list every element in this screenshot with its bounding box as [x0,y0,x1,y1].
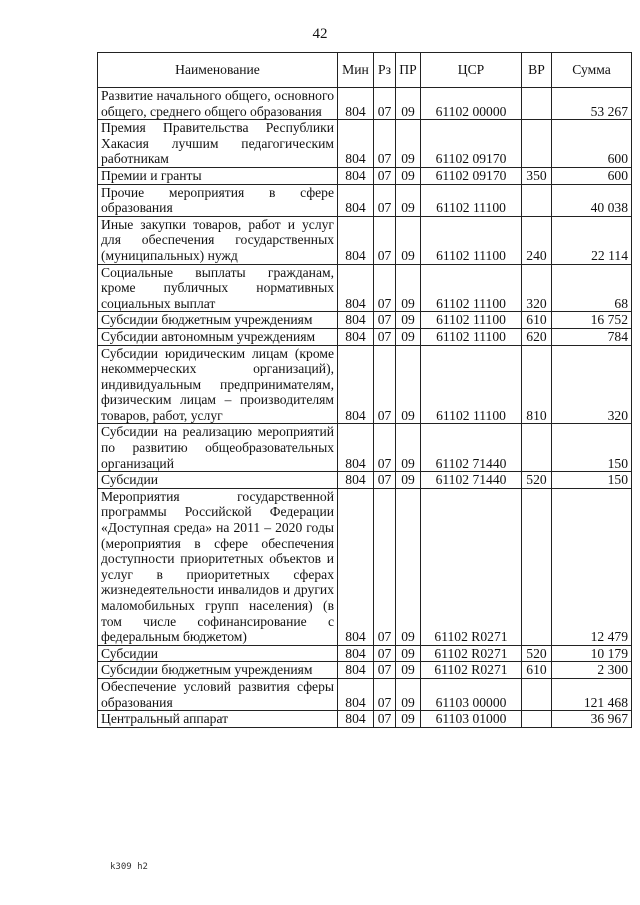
cell-sum: 16 752 [552,312,632,329]
cell-pr: 09 [396,488,421,645]
cell-sum: 40 038 [552,184,632,216]
cell-rz: 07 [374,345,396,424]
cell-rz: 07 [374,711,396,728]
header-rz: Рз [374,53,396,88]
table-row [98,345,632,424]
table-row [98,216,632,264]
cell-vr [522,88,552,120]
cell-name: Социальные выплаты гражданам, кроме публичных нормативных социальных выплат [98,264,338,312]
cell-name: Иные закупки товаров, работ и услуг для обеспечения государственных (муниципальных) нужд [98,216,338,264]
cell-name: Субсидии юридическим лицам (кроме некоммерческих организаций), индивидуальным предпринимателям, физическим лицам – производителям товаров, работ, услуг [98,345,338,424]
cell-min: 804 [338,645,374,662]
cell-sum: 121 468 [552,678,632,710]
cell-csr: 61102 11100 [421,312,522,329]
cell-min: 804 [338,328,374,345]
cell-csr: 61102 09170 [421,167,522,184]
cell-vr: 620 [522,328,552,345]
cell-name: Субсидии на реализацию мероприятий по развитию общеобразовательных организаций [98,424,338,472]
cell-rz: 07 [374,88,396,120]
cell-sum: 53 267 [552,88,632,120]
cell-pr: 09 [396,472,421,489]
cell-name: Премия Правительства Республики Хакасия лучшим педагогическим работникам [98,120,338,168]
cell-csr: 61102 11100 [421,345,522,424]
cell-rz: 07 [374,472,396,489]
table-row [98,488,632,645]
cell-sum: 600 [552,167,632,184]
cell-vr [522,488,552,645]
cell-rz: 07 [374,216,396,264]
table-row [98,678,632,710]
cell-name: Премии и гранты [98,167,338,184]
cell-pr: 09 [396,678,421,710]
cell-csr: 61103 00000 [421,678,522,710]
cell-vr: 240 [522,216,552,264]
cell-vr [522,424,552,472]
table-row [98,645,632,662]
cell-rz: 07 [374,645,396,662]
budget-table [97,52,632,728]
cell-pr: 09 [396,424,421,472]
cell-name: Субсидии бюджетным учреждениям [98,312,338,329]
page-number: 42 [312,26,328,42]
cell-sum: 784 [552,328,632,345]
table-row [98,88,632,120]
cell-vr: 610 [522,662,552,679]
cell-csr: 61102 71440 [421,424,522,472]
cell-min: 804 [338,472,374,489]
cell-name: Субсидии [98,472,338,489]
cell-min: 804 [338,711,374,728]
cell-rz: 07 [374,167,396,184]
table-row [98,264,632,312]
cell-min: 804 [338,312,374,329]
header-min: Мин [338,53,374,88]
cell-vr [522,184,552,216]
cell-min: 804 [338,216,374,264]
cell-pr: 09 [396,88,421,120]
table-row [98,312,632,329]
cell-sum: 36 967 [552,711,632,728]
table-row [98,184,632,216]
cell-pr: 09 [396,216,421,264]
cell-min: 804 [338,678,374,710]
cell-vr: 520 [522,472,552,489]
cell-rz: 07 [374,488,396,645]
cell-min: 804 [338,120,374,168]
cell-vr: 610 [522,312,552,329]
cell-csr: 61102 11100 [421,216,522,264]
table-row [98,424,632,472]
cell-csr: 61102 R0271 [421,645,522,662]
cell-sum: 10 179 [552,645,632,662]
table-row [98,167,632,184]
table-row [98,711,632,728]
table-row [98,120,632,168]
header-sum: Сумма [552,53,632,88]
cell-name: Субсидии [98,645,338,662]
cell-pr: 09 [396,184,421,216]
cell-rz: 07 [374,662,396,679]
table-header-row [98,53,632,88]
cell-sum: 320 [552,345,632,424]
table-row [98,472,632,489]
cell-min: 804 [338,488,374,645]
cell-name: Обеспечение условий развития сферы образования [98,678,338,710]
cell-name: Субсидии бюджетным учреждениям [98,662,338,679]
cell-pr: 09 [396,312,421,329]
cell-sum: 12 479 [552,488,632,645]
cell-vr: 350 [522,167,552,184]
cell-pr: 09 [396,345,421,424]
cell-pr: 09 [396,662,421,679]
footer-code: k309 h2 [110,862,148,872]
cell-min: 804 [338,264,374,312]
cell-sum: 68 [552,264,632,312]
cell-rz: 07 [374,120,396,168]
header-pr: ПР [396,53,421,88]
cell-sum: 22 114 [552,216,632,264]
header-vr: ВР [522,53,552,88]
cell-rz: 07 [374,678,396,710]
cell-name: Развитие начального общего, основного общего, среднего общего образования [98,88,338,120]
header-csr: ЦСР [421,53,522,88]
cell-csr: 61103 01000 [421,711,522,728]
cell-csr: 61102 71440 [421,472,522,489]
cell-pr: 09 [396,120,421,168]
table-row [98,328,632,345]
cell-min: 804 [338,345,374,424]
cell-name: Субсидии автономным учреждениям [98,328,338,345]
cell-csr: 61102 R0271 [421,488,522,645]
cell-csr: 61102 09170 [421,120,522,168]
cell-vr [522,711,552,728]
cell-name: Прочие мероприятия в сфере образования [98,184,338,216]
header-name: Наименование [98,53,338,88]
cell-min: 804 [338,184,374,216]
cell-vr [522,120,552,168]
cell-sum: 2 300 [552,662,632,679]
cell-name: Центральный аппарат [98,711,338,728]
cell-vr: 810 [522,345,552,424]
cell-min: 804 [338,424,374,472]
cell-min: 804 [338,167,374,184]
cell-min: 804 [338,662,374,679]
table-body [98,88,632,728]
cell-pr: 09 [396,167,421,184]
cell-vr: 320 [522,264,552,312]
cell-rz: 07 [374,264,396,312]
cell-pr: 09 [396,645,421,662]
cell-rz: 07 [374,328,396,345]
cell-csr: 61102 00000 [421,88,522,120]
cell-pr: 09 [396,711,421,728]
cell-rz: 07 [374,184,396,216]
cell-csr: 61102 11100 [421,328,522,345]
cell-vr: 520 [522,645,552,662]
cell-csr: 61102 11100 [421,184,522,216]
cell-min: 804 [338,88,374,120]
cell-rz: 07 [374,424,396,472]
cell-pr: 09 [396,328,421,345]
cell-pr: 09 [396,264,421,312]
cell-sum: 150 [552,424,632,472]
table-row [98,662,632,679]
cell-sum: 150 [552,472,632,489]
cell-csr: 61102 R0271 [421,662,522,679]
cell-sum: 600 [552,120,632,168]
cell-name: Мероприятия государственной программы Российской Федерации «Доступная среда» на 2011 – 2020 годы (мероприятия в сфере обеспечения доступности приоритетных объектов и услуг в приоритетных сферах жизнедеятельности инвалидов и других маломобильных групп населения) (в том числе софинансирование с федеральным бюджетом) [98,488,338,645]
cell-csr: 61102 11100 [421,264,522,312]
cell-vr [522,678,552,710]
cell-rz: 07 [374,312,396,329]
